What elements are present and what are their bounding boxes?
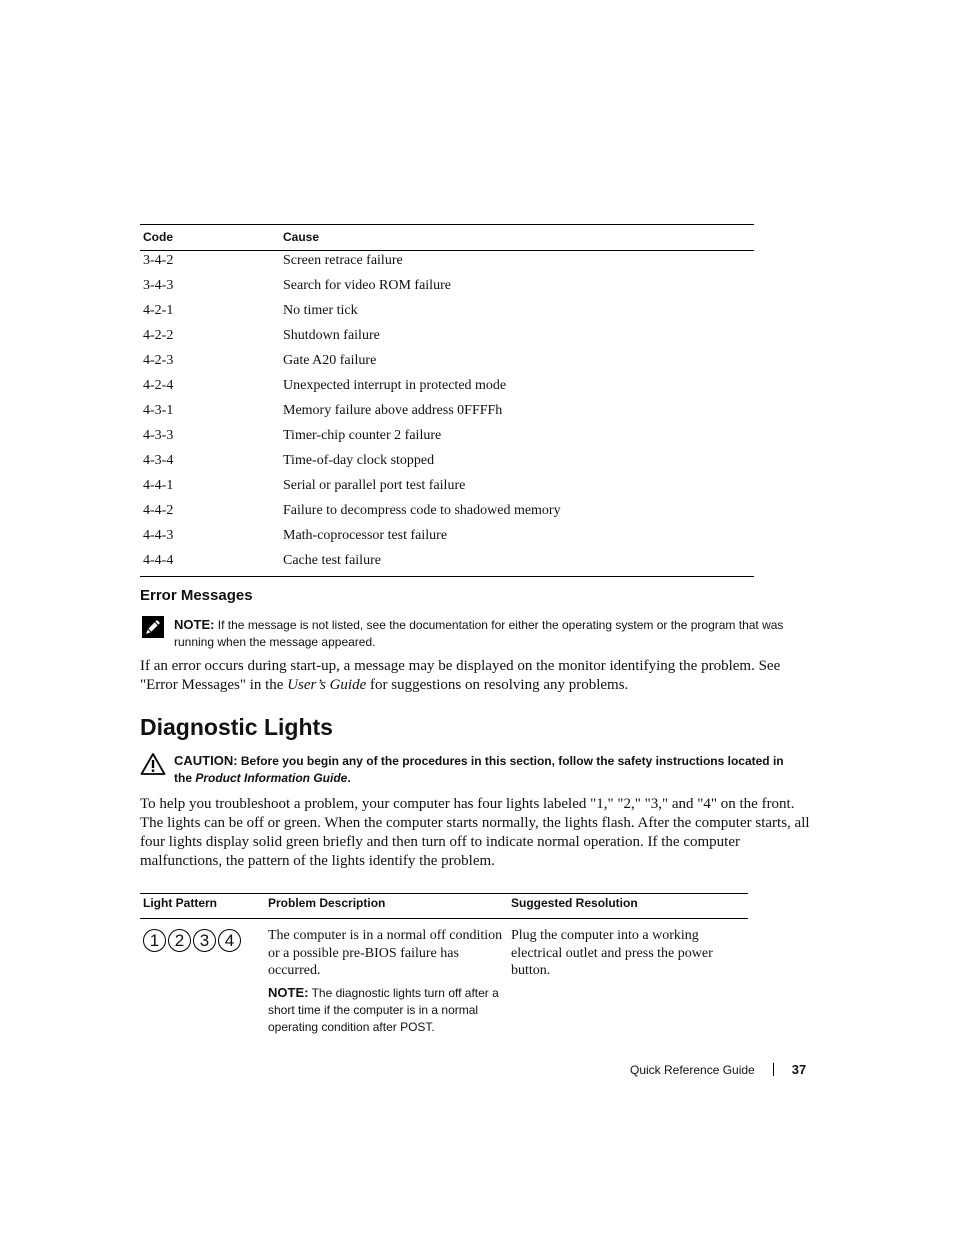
cause-cell: Timer-chip counter 2 failure	[283, 428, 442, 443]
table-row	[140, 251, 754, 276]
table-row	[140, 451, 754, 476]
table-row	[140, 551, 754, 576]
light-3-off: 3	[193, 929, 216, 952]
header-code: Code	[143, 230, 173, 244]
code-cell: 4-2-2	[143, 328, 174, 343]
cause-cell: Time-of-day clock stopped	[283, 453, 435, 468]
para-text-1: If an error occurs during start-up, a message may be displayed on the monitor identifying the problem. See "Error Messages" in the	[140, 658, 781, 693]
table-row	[140, 476, 754, 501]
note-block	[142, 616, 814, 651]
note-label: NOTE:	[268, 984, 309, 1000]
problem-note	[268, 984, 506, 1036]
code-cell: 4-2-1	[143, 303, 174, 318]
table-header	[140, 894, 748, 918]
table-row	[140, 526, 754, 551]
code-cell: 4-3-1	[143, 403, 174, 418]
page-number: 37	[791, 1062, 807, 1077]
cause-cell: No timer tick	[283, 303, 358, 318]
cause-cell: Unexpected interrupt in protected mode	[283, 378, 507, 393]
header-cause: Cause	[283, 230, 320, 244]
cause-cell: Memory failure above address 0FFFFh	[283, 403, 503, 418]
code-cell: 4-2-4	[143, 378, 174, 393]
caution-block	[140, 752, 800, 787]
header-light-pattern: Light Pattern	[143, 896, 217, 910]
problem-text: The computer is in a normal off condition or a possible pre-BIOS failure has occurred.	[268, 928, 503, 978]
code-cell: 4-3-4	[143, 453, 174, 468]
problem-description-cell	[268, 927, 506, 1036]
footer-separator	[773, 1063, 774, 1076]
caution-text	[174, 752, 800, 787]
code-cell: 3-4-3	[143, 278, 174, 293]
light-1-off: 1	[143, 929, 166, 952]
code-cell: 4-2-3	[143, 353, 174, 368]
code-cell: 4-4-4	[143, 553, 174, 568]
footer-guide-title: Quick Reference Guide	[630, 1063, 755, 1077]
cause-cell: Shutdown failure	[283, 328, 380, 343]
code-cell: 4-4-3	[143, 528, 174, 543]
light-4-off: 4	[218, 929, 241, 952]
table-row	[140, 326, 754, 351]
warning-triangle-icon	[140, 752, 166, 776]
page-footer	[630, 1061, 806, 1079]
note-body: The diagnostic lights turn off after a short time if the computer is in a normal operating condition after POST.	[268, 985, 499, 1034]
table-bottom-rule	[140, 576, 754, 577]
diagnostic-lights-heading: Diagnostic Lights	[140, 714, 333, 740]
code-cell: 3-4-2	[143, 253, 174, 268]
beep-code-table	[140, 224, 754, 577]
table-header	[140, 225, 754, 250]
table-row	[140, 276, 754, 301]
code-cell: 4-4-1	[143, 478, 174, 493]
error-messages-paragraph	[140, 657, 818, 695]
diagnostic-lights	[143, 929, 241, 952]
cause-cell: Gate A20 failure	[283, 353, 377, 368]
caution-label: CAUTION:	[174, 753, 238, 768]
table-row	[140, 401, 754, 426]
para-text-2: for suggestions on resolving any problems.	[366, 677, 629, 693]
light-2-off: 2	[168, 929, 191, 952]
note-body: If the message is not listed, see the documentation for either the operating system or the program that was running when the message appeared.	[174, 618, 784, 649]
table-row	[140, 376, 754, 401]
cause-cell: Screen retrace failure	[283, 253, 403, 268]
pencil-note-icon	[142, 616, 164, 638]
header-suggested-resolution: Suggested Resolution	[511, 896, 638, 910]
diagnostic-intro-paragraph: To help you troubleshoot a problem, your computer has four lights labeled "1," "2," "3," and "4" on the front. The lights can be off or green. When the computer starts normally, the lights flash. After the computer starts, all four lights display solid green briefly and then turn off to indicate normal operation. If the computer malfunctions, the pattern of the lights identify the problem.	[140, 796, 810, 869]
table-row	[140, 426, 754, 451]
light-pattern-table	[140, 893, 748, 1039]
users-guide-ref: User’s Guide	[287, 677, 367, 693]
code-cell: 4-3-3	[143, 428, 174, 443]
table-row	[140, 301, 754, 326]
table-row	[140, 501, 754, 526]
note-label: NOTE:	[174, 617, 215, 632]
caution-body-2: .	[347, 771, 351, 785]
cause-cell: Failure to decompress code to shadowed memory	[283, 503, 561, 518]
table-row	[140, 351, 754, 376]
caution-body-1: Before you begin any of the procedures in this section, follow the safety instructions located in the	[174, 754, 784, 785]
cause-cell: Cache test failure	[283, 553, 381, 568]
suggested-resolution-cell: Plug the computer into a working electrical outlet and press the power button.	[511, 928, 713, 978]
table-row	[140, 919, 748, 1039]
cause-cell: Math-coprocessor test failure	[283, 528, 448, 543]
code-cell: 4-4-2	[143, 503, 174, 518]
note-text	[174, 616, 814, 651]
header-problem-description: Problem Description	[268, 896, 386, 910]
cause-cell: Search for video ROM failure	[283, 278, 451, 293]
table-body	[140, 251, 754, 576]
product-info-guide-ref: Product Information Guide	[195, 771, 348, 785]
cause-cell: Serial or parallel port test failure	[283, 478, 466, 493]
error-messages-heading: Error Messages	[140, 587, 253, 604]
light-pattern-cell	[143, 919, 241, 952]
